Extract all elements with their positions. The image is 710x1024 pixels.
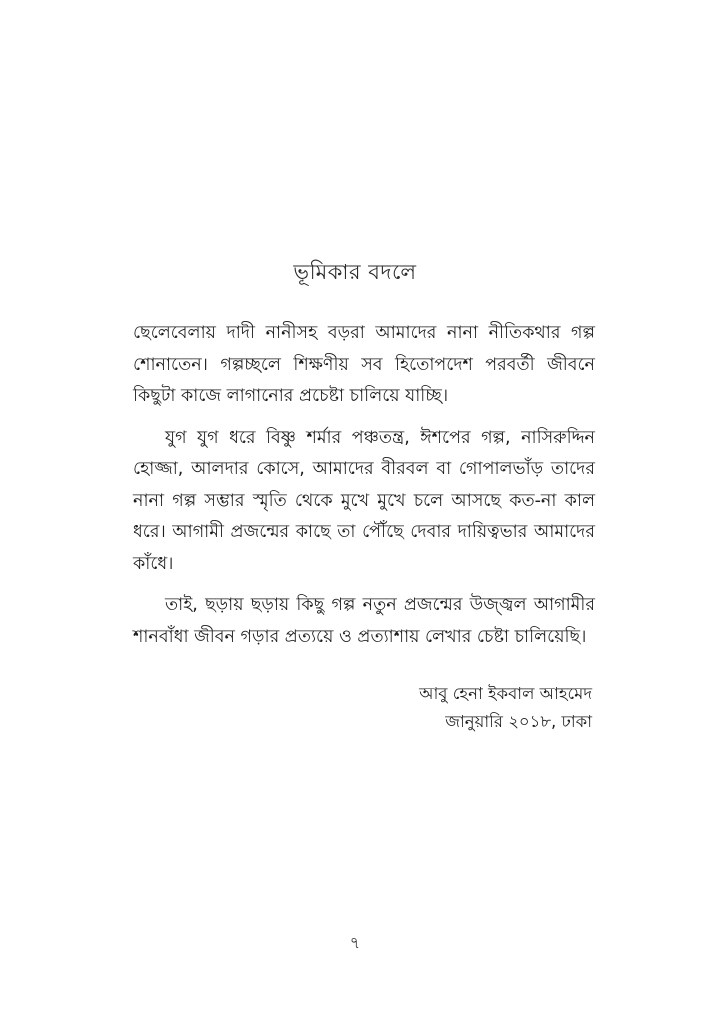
page-number: ৭ xyxy=(349,933,361,952)
signature-block xyxy=(419,680,592,736)
author-name: আবু হেনা ইকবাল আহমেদ xyxy=(419,684,592,703)
paragraph-1: ছেলেবেলায় দাদী নানীসহ বড়রা আমাদের নানা নীতিকথার গল্প শোনাতেন। গল্পচ্ছলে শিক্ষণীয় সব হিতোপদেশ পরবর্তী জীবনে কিছুটা কাজে লাগানোর প্রচেষ্টা চালিয়ে যাচ্ছি। xyxy=(133,323,595,406)
page-title: ভূমিকার বদলে xyxy=(293,260,417,284)
date-place: জানুয়ারি ২০১৮, ঢাকা xyxy=(445,712,592,731)
paragraph-2: যুগ যুগ ধরে বিষ্ণু শর্মার পঞ্চতন্ত্র, ঈশপের গল্প, নাসিরুদ্দিন হোজ্জা, আলদার কোসে, আমাদের বীরবল বা গোপালভাঁড় তাদের নানা গল্প সম্ভার স্মৃতি থেকে মুখে মুখে চলে আসছে কত-না কাল ধরে। আগামী প্রজন্মের কাছে তা পৌঁছে দেবার দায়িত্বভার আমাদের কাঁধে। xyxy=(133,427,595,574)
body-text xyxy=(133,318,595,653)
paragraph-3: তাই, ছড়ায় ছড়ায় কিছু গল্প নতুন প্রজন্মের উজ্জ্বল আগামীর শানবাঁধা জীবন গড়ার প্রত্যয়ে ও প্রত্যাশায় লেখার চেষ্টা চালিয়েছি। xyxy=(133,595,595,647)
